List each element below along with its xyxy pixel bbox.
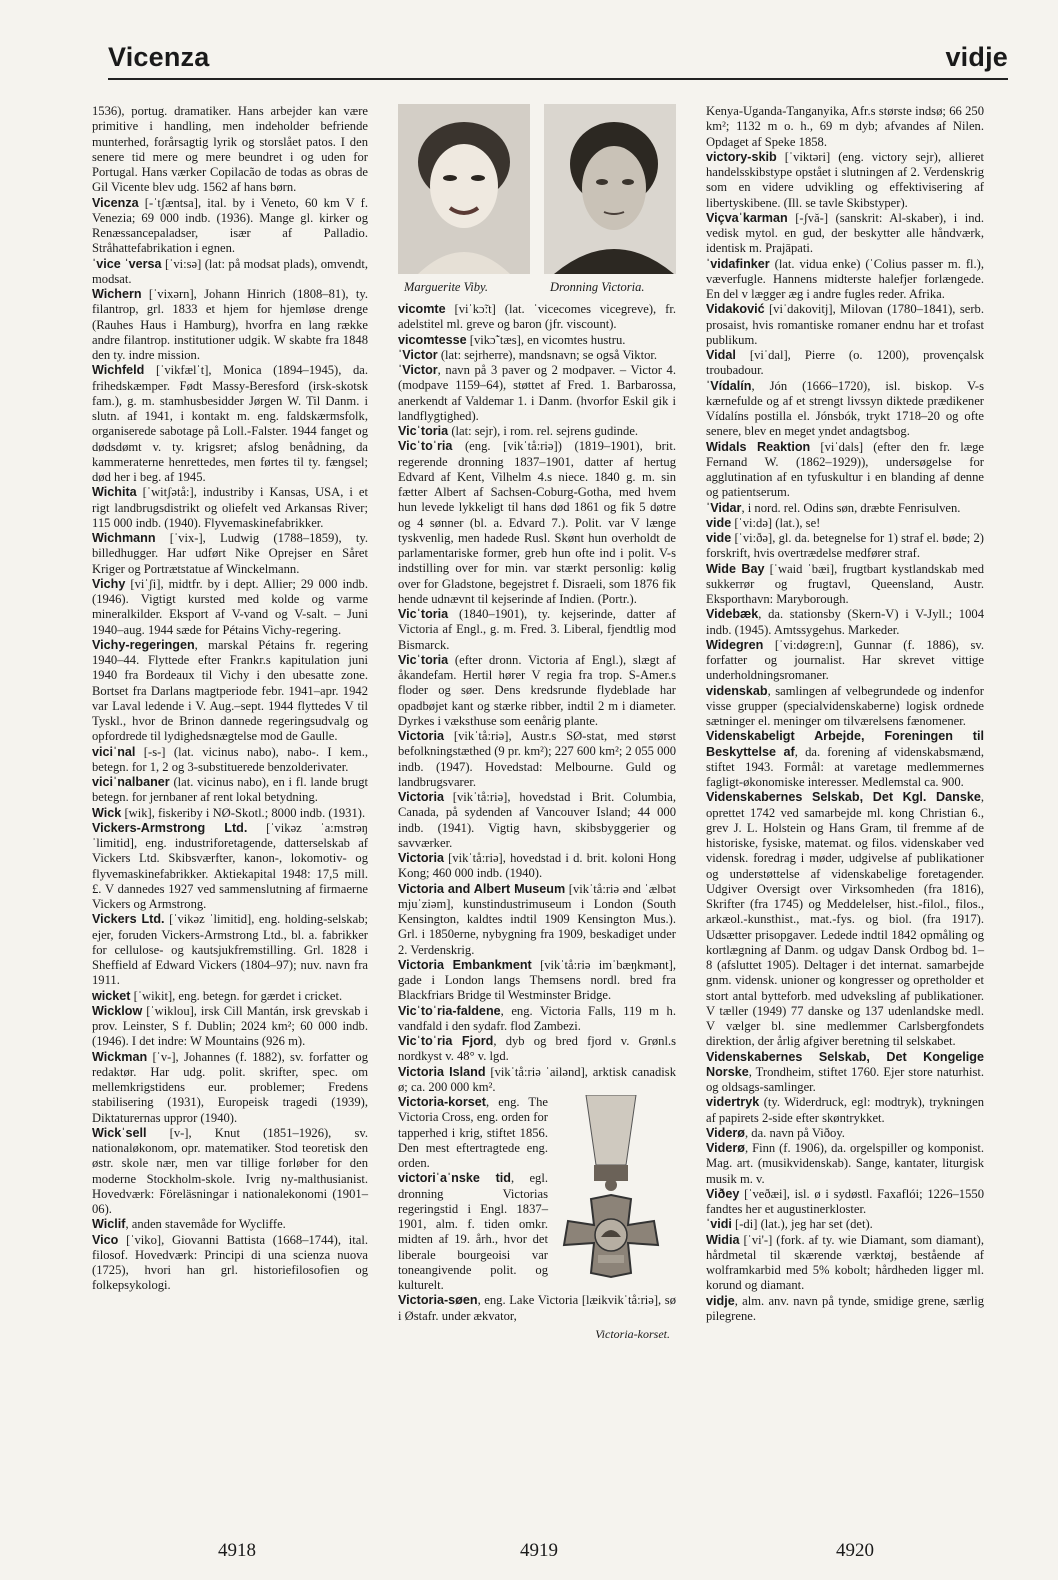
dictionary-entry <box>706 531 984 562</box>
entry-headword: wicket <box>92 988 131 1003</box>
entry-definition: [ˈvikfælˈt], Monica (1894–1945), da. frihedskæmper. Født Massy-Beresford (irsk-skotsk fam.), g. m. stamhusbesidder Jørgen W. Til Danm. i slutn. af 1941, i kontakt m. eng. faldskærmsfolk, organiserede sabotage på Loll.-Falster. 1944 fanget og dødsdømt v. ty. krigsret; afslog benådning, da kammeraterne henrettedes, men førtes til ty. fængsel; død her i beg. af 1945. <box>92 363 368 484</box>
caption-victoria-cross: Victoria-korset. <box>595 1327 670 1341</box>
entry-definition: (lat: sejrherre), mandsnavn; se også Viktor. <box>437 347 658 362</box>
dictionary-entry <box>706 790 984 1049</box>
entry-headword: Vicˈtoˈria Fjord <box>398 1034 494 1048</box>
caption-queen-victoria: Dronning Victoria. <box>550 280 645 294</box>
entry-headword: Widals Reaktion <box>706 439 811 454</box>
entry-headword: ˈvidafinker <box>706 256 770 271</box>
entry-definition: [ˈvi'-] (fork. af ty. wie Diamant, som diamant), hårdmetal til skærende værktøj, bestående af wolframkarbid med 5% kobolt; hårdheden ligger ml. korund og diamant. <box>706 1232 984 1293</box>
entry-definition: (lat. vicinus nabo), en i fl. lande brugt betegn. for jernbaner af rent lokal betydning. <box>92 775 368 805</box>
entry-definition: (lat: sejr), i rom. rel. sejrens gudinde. <box>448 424 639 438</box>
dictionary-entry <box>398 851 676 882</box>
column-2 <box>398 104 677 1341</box>
dictionary-entry <box>706 1187 984 1218</box>
dictionary-entry <box>706 379 984 440</box>
dictionary-entry <box>706 1217 984 1232</box>
entry-definition: [ˈvi:də] (lat.), se! <box>731 515 821 530</box>
entry-definition: [v-], Knut (1851–1926), sv. nationaløkonom, opr. matematiker. Stod teoretisk den østr. skole nær, men var tillige forløber for den moderne Stockholm-skole. Ivrig ny-malthusianist. Hovedværk: Föreläsningar i nationalekonomi (1901–06). <box>92 1125 368 1216</box>
dictionary-entry <box>398 958 676 1004</box>
portrait-photos <box>398 104 676 296</box>
entry-definition: , anden stavemåde for Wycliffe. <box>125 1217 286 1232</box>
victoria-cross-illustration <box>546 1095 676 1325</box>
entry-headword: Wichmann <box>92 531 156 545</box>
entry-headword: Victoria Embankment <box>398 957 532 972</box>
dictionary-entry <box>706 1050 984 1096</box>
entry-definition: , da. navn på Viðoy. <box>744 1125 845 1140</box>
entry-definition: [ˈveðæi], isl. ø i sydøstl. Faxaflói; 1226–1550 fandtes her et augustinerkloster. <box>706 1186 984 1216</box>
dictionary-entry <box>706 684 984 730</box>
entry-definition: [-di] (lat.), jeg har set (det). <box>731 1217 873 1232</box>
entry-headword: vicomte <box>398 302 446 316</box>
entry-headword: Videbæk <box>706 607 759 622</box>
dictionary-entry <box>92 989 368 1004</box>
entry-headword: Victoria <box>398 729 444 743</box>
entry-headword: Vidaković <box>706 302 765 317</box>
entry-definition: [ˈv-], Johannes (f. 1882), sv. forfatter og redaktør. Har udg. polit. skrifter, spec. om mellemkrigstidens eur. problemer; Fredens stabilisering (1931), Europeisk tragedi (1939), Diktaturernas uppror (1940). <box>92 1049 368 1125</box>
entry-headword: Widegren <box>706 637 764 652</box>
page-number-middle: 4919 <box>520 1540 558 1561</box>
entry-headword: Vichy-regeringen <box>92 637 195 652</box>
entry-headword: Victoria Island <box>398 1064 486 1079</box>
dictionary-entry <box>92 577 368 638</box>
dictionary-entry <box>706 638 984 684</box>
dictionary-entry <box>706 729 984 790</box>
dictionary-entry <box>706 1126 984 1141</box>
entry-headword: Viderø <box>706 1141 745 1155</box>
entry-definition: , Trondheim, stiftet 1760. Ejer store naturhist. og oldsags-samlinger. <box>706 1064 984 1094</box>
dictionary-entry <box>92 104 368 196</box>
entry-headword: Wickˈsell <box>92 1125 147 1140</box>
dictionary-entry <box>398 1034 676 1065</box>
dictionary-entry <box>706 1233 984 1294</box>
dictionary-entry <box>398 653 676 729</box>
page-number-right: 4920 <box>836 1540 874 1561</box>
entry-headword: Victoria <box>398 790 444 804</box>
caption-marguerite-viby: Marguerite Viby. <box>404 280 489 294</box>
entry-definition: [ˈviktəri] (eng. victory sejr), allieret handelsskibstype opstået i slutningen af 2. Verdenskrig som en videre udvikling og effektivisering af libertyskibene. (Ill. se tavle Skibstyper). <box>706 149 984 210</box>
entry-definition: , Finn (f. 1906), da. orgelspiller og komponist. Mag. art. (musikvidenskab). Sange, kantater, liturgisk musik m. v. <box>706 1141 984 1186</box>
entry-definition: [vikˈtå:riə imˈbæŋkmənt], gade i London langs Themsens nordl. bred fra Blackfriars Bridge til Westminster Bridge. <box>398 957 676 1003</box>
dictionary-entry <box>706 302 984 348</box>
entry-definition: [vikˈtå:riə], hovedstad i Brit. Columbia, Canada, på sydenden af Vancouver Island; 44 000 indb. (1941). Vigtig havn, skibsbyggerier og savværker. <box>398 790 676 850</box>
entry-definition: , eng. The Victoria Cross, eng. orden for tapperhed i krig, stiftet 1856. Den mest eftertragtede eng. orden. <box>398 1095 548 1170</box>
dictionary-entry <box>706 150 984 211</box>
entry-definition: , navn på 3 paver og 2 modpaver. – Victor 4. (modpave 1159–64), støttet af Fred. 1. Barbarossa, anerkendt af Valdemar 1. i Danm. (hvorfor Eskil gik i landflygtighed). <box>398 363 676 423</box>
entry-headword: Vidal <box>706 348 736 362</box>
entry-definition: [ˈwikit], eng. betegn. for gærdet i cricket. <box>130 988 343 1003</box>
dictionary-entry <box>92 531 368 577</box>
entry-headword: viciˈnalbaner <box>92 775 170 789</box>
entry-definition: (ty. Widerdruck, egl: modtryk), trykningen af papirets 2-side efter skøntrykket. <box>706 1095 984 1125</box>
dictionary-entry <box>92 638 368 745</box>
entry-definition: [wik], fiskeriby i NØ-Skotl.; 8000 indb. (1931). <box>121 805 366 820</box>
entry-definition: [vikˈtå:riə], Austr.s SØ-stat, med størst befolkningstæthed (9 pr. km²); 227 600 km²; 2 055 000 indb. (1947). Hovedstad: Melbourne. Guld og landbrugsvarer. <box>398 729 676 789</box>
entry-headword: Wichfeld <box>92 363 145 378</box>
dictionary-entry <box>92 806 368 821</box>
entry-definition: [ˈvikəz ˈlimitid], eng. holding-selskab; ejer, foruden Vickers-Armstrong Ltd., bl. a. fabrikker for cellulose- og kautsjukfremstilling. Grl. 1828 i Sheffield af Edward Vickers (1804–97); nuv. navn fra 1911. <box>92 912 368 988</box>
dictionary-entry <box>398 790 676 851</box>
dictionary-entry <box>92 775 368 806</box>
dictionary-entry <box>706 607 984 638</box>
photo-queen-victoria <box>544 104 676 274</box>
entry-definition: [ˈvixərn], Johann Hinrich (1808–81), ty. filantrop, grl. 1833 et hjem for hjemløse drenge (Rauhes Haus i Hamburg), hvorfra en lang række andre filantrop. institutioner udgik. W skabte fra 1848 den ty. indre mission. <box>92 287 368 362</box>
entry-headword: vide <box>706 531 732 545</box>
entry-headword: Victoria-søen <box>398 1293 478 1308</box>
entry-headword: victory-skib <box>706 149 777 164</box>
entry-definition: [ˈvi:døgre:n], Gunnar (f. 1886), sv. forfatter og journalist. Har skrevet vittige underholdningsromaner. <box>706 637 984 683</box>
header-first-word: Vicenza <box>108 42 210 72</box>
entry-definition: [viˈʃi], midtfr. by i dept. Allier; 29 000 indb. (1946). Vigtigt kursted med kolde og varme mineralkilder. Eksport af V-vand og V-salt. – Juni 1940–aug. 1944 sæde for Pétains Vichy-regering. <box>92 576 368 637</box>
entry-headword: Vichy <box>92 576 126 591</box>
header-last-word: vidje <box>945 42 1008 72</box>
dictionary-entry <box>92 1004 368 1050</box>
entry-headword: Vickers Ltd. <box>92 912 165 927</box>
entry-headword: videnskab <box>706 683 768 698</box>
entry-headword: Vicˈtoˈria-faldene <box>398 1003 501 1018</box>
entry-definition: [ˈviko], Giovanni Battista (1668–1744), ital. filosof. Hovedværk: Principi di una scienza nuova (1725), hvori han grl. historiefilosofien og folkepsykologi. <box>92 1232 368 1293</box>
dictionary-entry <box>398 1004 676 1035</box>
dictionary-entry <box>92 287 368 363</box>
entry-definition: , alm. anv. navn på tynde, smidige grene, særlig pilegrene. <box>706 1293 984 1323</box>
dictionary-entry <box>706 104 984 150</box>
dictionary-entry <box>398 1065 676 1096</box>
entry-headword: ˈVidar <box>706 500 742 515</box>
dictionary-entry <box>706 440 984 501</box>
entry-headword: vidje <box>706 1293 735 1308</box>
entry-definition: , samlingen af velbegrundede og indenfor visse grupper (specialvidenskaberne) logisk ordnede sætninger el. meninger om tilværelsens fænomener. <box>706 683 984 728</box>
column-3 <box>706 104 984 1324</box>
dictionary-entry <box>92 257 368 288</box>
entry-headword: Wichern <box>92 287 142 301</box>
dictionary-entry <box>92 745 368 776</box>
dictionary-entry <box>92 821 368 913</box>
dictionary-entry <box>398 1171 548 1293</box>
entry-definition: [ˈvikəz ˈa:mstrəŋ ˈlimitid], eng. industriforetagende, datterselskab af Vickers Ltd. Skibsværfter, kanon-, lokomotiv- og flyvemaskinefabrikker. Aktiekapital 1948: 17,5 mill. £. V dannedes 1927 ved sammenslutning af firmaerne Vickers og Armstrong. <box>92 820 368 911</box>
dictionary-entry <box>92 196 368 257</box>
entry-definition: , da. forening af videnskabsmænd, stiftet 1943. Formål: at varetage medlemmernes fagligt-økonomiske interesser. Medlemstal ca. 900. <box>706 744 984 789</box>
entry-headword: ˈvidi <box>706 1217 732 1232</box>
entry-headword: Videnskabernes Selskab, Det Kongelige Norske <box>706 1049 984 1079</box>
entry-definition: [-ʃvă-] (sanskrit: Al-skaber), i ind. vedisk mytol. en gud, der beskytter alle håndværk, identisk m. Prajāpati. <box>706 210 984 256</box>
entry-definition: [viˈkɔ̃:t] (lat. ˈvicecomes vicegreve), fr. adelstitel ml. greve og baron (jfr. viscount). <box>398 302 676 332</box>
entry-headword: Victoria <box>398 851 444 865</box>
entry-headword: vicomtesse <box>398 332 467 347</box>
entry-headword: Vicˈtoˈria <box>398 439 453 454</box>
entry-definition: 1536), portug. dramatiker. Hans arbejder kan være primitive i handling, men indeholder befriende munterhed, forårsagtig lyrik og storslået patos. I den senere tid mere og mere beundret i og uden for Portugal. Hans værker Copilacão de todas as obras de Gil Vicente blev udg. 1562 af hans børn. <box>92 104 368 195</box>
dictionary-entry <box>92 1233 368 1294</box>
entry-definition: [-ˈtʃæntsa], ital. by i Veneto, 60 km V f. Venezia; 69 000 indb. (1936). Mange gl. kirker og Renæssancepaladser, især af Palladio. Stråhattefabrikation i egnen. <box>92 195 368 256</box>
entry-definition: , eng. Victoria Falls, 119 m h. vandfald i den sydafr. flod Zambezi. <box>398 1003 676 1033</box>
entry-definition: [ˈwiklou], irsk Cill Mantán, irsk grevskab i prov. Leinster, S f. Dublin; 2024 km²; 60 000 indb. (1946). I det indre: W Mountains (926 m). <box>92 1003 368 1049</box>
dictionary-entry <box>92 912 368 988</box>
entry-definition: [ˈwitʃətå:], industriby i Kansas, USA, i et rigt landbrugsdistrikt og oliefelt ved Arkansas River; 115 000 indb. (1940). Flyvemaskinefabrikker. <box>92 485 368 530</box>
entry-headword: Wichita <box>92 485 137 500</box>
entry-headword: victoriˈaˈnske tid <box>398 1171 511 1186</box>
entry-headword: Vicˈtoria <box>398 652 449 667</box>
entry-headword: Victoria and Albert Museum <box>398 881 566 896</box>
dictionary-entry <box>398 348 676 363</box>
entry-headword: Viderø <box>706 1125 745 1140</box>
entry-definition: (lat. vidua enke) (ˈColius passer m. fl.), væverfugle. Hannens midterste halefjer forlængede. En del v lægger æg i andre fugles reder. Afrika. <box>706 256 984 301</box>
entry-headword: Wide Bay <box>706 561 765 576</box>
entry-headword: Vicˈtoria <box>398 424 449 438</box>
dictionary-entry <box>706 501 984 516</box>
entry-headword: Wick <box>92 805 122 820</box>
entry-headword: Viðey <box>706 1186 740 1201</box>
dictionary-entry <box>92 1050 368 1126</box>
dictionary-entry <box>92 485 368 531</box>
dictionary-entry <box>706 348 984 379</box>
dictionary-entry <box>398 729 676 790</box>
dictionary-entry <box>706 562 984 608</box>
entry-definition: [ˈwaid ˈbæi], frugtbart kystlandskab med sukkerrør og frugtavl, Queensland, Austr. Eksporthavn: Maryborough. <box>706 561 984 606</box>
entry-definition: [ˈvix-], Ludwig (1788–1859), ty. billedhugger. Har udført Nike Oprejser en Såret Kriger og Portrætstatue af Winckelmann. <box>92 531 368 576</box>
dictionary-entry <box>398 439 676 607</box>
entry-definition: Kenya-Uganda-Tanganyika, Afr.s største indsø; 66 250 km²; 1132 m o. h., 69 m dyb; afvandes af Nilen. Opdaget af Speke 1858. <box>706 104 984 149</box>
page-number-left: 4918 <box>218 1540 256 1561</box>
entry-definition: [vikˈtå:riə ənd ˈælbət mjuˈziəm], kunstindustrimuseum i London (South Kensington, kaldtes indtil 1909 Kensington Mus.). Grl. i 1850erne, nybygning fra 1909, beskadiget under 2. Verdenskrig. <box>398 881 676 957</box>
dictionary-entry <box>398 302 676 333</box>
entry-headword: Vickers-Armstrong Ltd. <box>92 820 248 835</box>
entry-headword: ˈvice ˈversa <box>92 256 162 271</box>
entry-headword: Wickman <box>92 1049 148 1064</box>
entry-headword: vide <box>706 515 732 530</box>
entry-definition: , egl. dronning Victorias regeringstid i Engl. 1837–1901, alm. f. tiden omkr. midten af 19. årh., hvor det liberale bourgeoisi var toneangivende polit. og kulturelt. <box>398 1171 548 1292</box>
entry-headword: Widia <box>706 1232 740 1247</box>
entry-definition: [viˈdal], Pierre (o. 1200), provençalsk troubadour. <box>706 348 984 378</box>
dictionary-entry <box>706 1294 984 1325</box>
dictionary-entry <box>706 257 984 303</box>
column-1 <box>92 104 368 1294</box>
entry-definition: [vikˈtå:riə], hovedstad i d. brit. koloni Hong Kong; 460 000 indb. (1940). <box>398 851 676 881</box>
entry-definition: , eng. Lake Victoria [læikvikˈtå:riə], sø i Østafr. under ækvator, <box>398 1293 676 1323</box>
dictionary-entry <box>706 1141 984 1187</box>
photo-marguerite-viby <box>398 104 530 274</box>
entry-definition: (eng. [vikˈtå:riə]) (1819–1901), brit. regerende dronning 1837–1901, datter af hertug Edvard af Kent, Vilhelm 4.s niece. 1840 g. m. sin fætter Albert af Sachsen-Coburg-Gotha, med hvem hun levede lykkeligt til hans død 1861 og fik 5 døtre og 4 sønner (bl. a. Edvard 7.). Polit. var V længe tyskvenlig, men hadede Rusl. Skønt hun overholdt de parlamentariske former, greb hun ofte ind i polit. V-s indstilling over for min. var stærkt personlig: kølig over for Gladstone, begejstret f. Disraeli, som 1876 fik hende udnævnt til kejserinde af Indien. (Portr.). <box>398 439 676 606</box>
entry-headword: ˈVídalín <box>706 378 752 393</box>
entry-headword: vidertryk <box>706 1095 760 1110</box>
entry-definition: [vikɔ̃ˈtæs], en vicomtes hustru. <box>466 332 626 347</box>
dictionary-entry <box>92 363 368 485</box>
page-header <box>108 42 1008 82</box>
header-rule <box>108 78 1008 80</box>
entry-headword: ˈVictor <box>398 347 438 362</box>
dictionary-entry <box>706 516 984 531</box>
dictionary-entry <box>398 424 676 439</box>
entry-definition: , Jón (1666–1720), isl. biskop. V-s kærnefulde og af et strengt livssyn diktede prædikener Vídalíns postilla el. Jónsbók, trykt 1718–20 og ofte senere, blev en meget yndet andagtsbog. <box>706 378 984 439</box>
entry-headword: Vicenza <box>92 195 139 210</box>
entry-definition: [-s-] (lat. vicinus nabo), nabo-. I kem., betegn. for 1, 2 og 3-substituerede benzolderivater. <box>92 744 368 774</box>
entry-headword: Videnskabeligt Arbejde, Foreningen til Beskyttelse af <box>706 729 984 759</box>
entry-headword: Vico <box>92 1232 119 1247</box>
dictionary-entry <box>706 1095 984 1126</box>
dictionary-entry <box>398 333 676 348</box>
dictionary-entry <box>398 363 676 424</box>
entry-definition: [viˈdakovitj], Milovan (1780–1841), serb. prosaist, hvis romantiske romaner endnu har et trofast publikum. <box>706 302 984 347</box>
entry-definition: , dyb og bred fjord v. Grønl.s nordkyst v. 48° v. lgd. <box>398 1034 676 1064</box>
entry-definition: [vikˈtå:riə ˈailənd], arktisk canadisk ø; ca. 200 000 km². <box>398 1064 677 1094</box>
dictionary-entry <box>398 1095 548 1171</box>
entry-headword: Vicˈtoria <box>398 607 449 621</box>
dictionary-entry <box>92 1217 368 1232</box>
entry-definition: , i nord. rel. Odins søn, dræbte Fenrisulven. <box>741 500 961 515</box>
entry-definition: (1840–1901), ty. kejserinde, datter af Victoria af Engl., g. m. Fred. 3. Liberal, fjendtlig mod Bismarck. <box>398 607 676 652</box>
dictionary-entry <box>92 1126 368 1218</box>
entry-definition: [viˈdals] (efter den fr. læge Fernand W. (1862–1929)), undersøgelse for agglutination af en tyfuskultur i en blanding af denne og patientserum. <box>706 439 984 500</box>
entry-definition: , oprettet 1742 ved samarbejde ml. kong Christian 6., grev J. L. Holstein og Hans Gram, til fremme af de historiske, fysiske, matemat. og filos. videnskaber ved vidensk. foredrag i møder, udgivelse af publikationer og understøttelse af videnskabelige foretagender. Udgiver Oversigt over Virksomheden (fra 1816), Skrifter (fra 1745) og Meddelelser, hist.-filol., filos., arkæol.-kunsthist., mat.-fys. og biol. (fra 1917). Udsætter prisopgaver. Ledede indtil 1842 opmåling og kortlægning af Danm. og udgav Dansk Ordbog bd. 1–8 (afsluttet 1905). Deltager i det internat. samarbejde gnm. vidensk. unioner og kongresser og opretholder et stort antal bytteforb. med udveksling af publikationer. V tæller (1949) 77 danske og 137 udenlandske medl. V vælger bl. sine medlemmer Carlsbergfondets direktion, der årlig afgiver beretning til selskabet. <box>706 790 984 1049</box>
entry-definition: [ˈvi:ðə], gl. da. betegnelse for 1) straf el. bøde; 2) forskrift, hvis overtrædelse medfører straf. <box>706 531 984 561</box>
entry-definition: , marskal Pétains fr. regering 1940–44. Flyttede efter Frankr.s kapitulation juni 1940 fra Bordeaux til Vichy i den ubesatte zone. Bortset fra Darlans magtperiode febr. 1941–apr. 1942 var Laval ledende i V. Aug.–sept. 1944 flyttedes V til Tyskl., hvor de Brinon dannede regeringsudvalg og opfordrede til lydighedsnægtelse mod de Gaulle. <box>92 637 368 744</box>
dictionary-entry <box>398 607 676 653</box>
entry-definition: , da. stationsby (Skern-V) i V-Jyll.; 1004 indb. (1945). Amtssygehus. Markeder. <box>706 607 984 637</box>
entry-headword: Viçvaˈkarman <box>706 210 788 225</box>
entry-definition: [ˈvi:sə] (lat: på modsat plads), omvendt, modsat. <box>92 256 368 286</box>
entry-headword: Wicklow <box>92 1003 143 1018</box>
dictionary-entry <box>398 882 676 958</box>
entry-headword: Videnskabernes Selskab, Det Kgl. Danske <box>706 790 981 805</box>
dictionary-entry <box>706 211 984 257</box>
entry-headword: Wiclif <box>92 1217 126 1232</box>
entry-headword: ˈVictor <box>398 363 438 377</box>
entry-headword: viciˈnal <box>92 744 136 759</box>
entry-headword: Victoria-korset <box>398 1095 486 1109</box>
entry-definition: (efter dronn. Victoria af Engl.), slægt af åkandefam. Hertil hører V regia fra trop. S-Amer.s floder og søer. Dens kredsrunde flydeblade har opadbøjet kant og stærke ribber, indtil 2 m i diameter. Dyrkes i væksthuse som eenårig plante. <box>398 652 676 728</box>
